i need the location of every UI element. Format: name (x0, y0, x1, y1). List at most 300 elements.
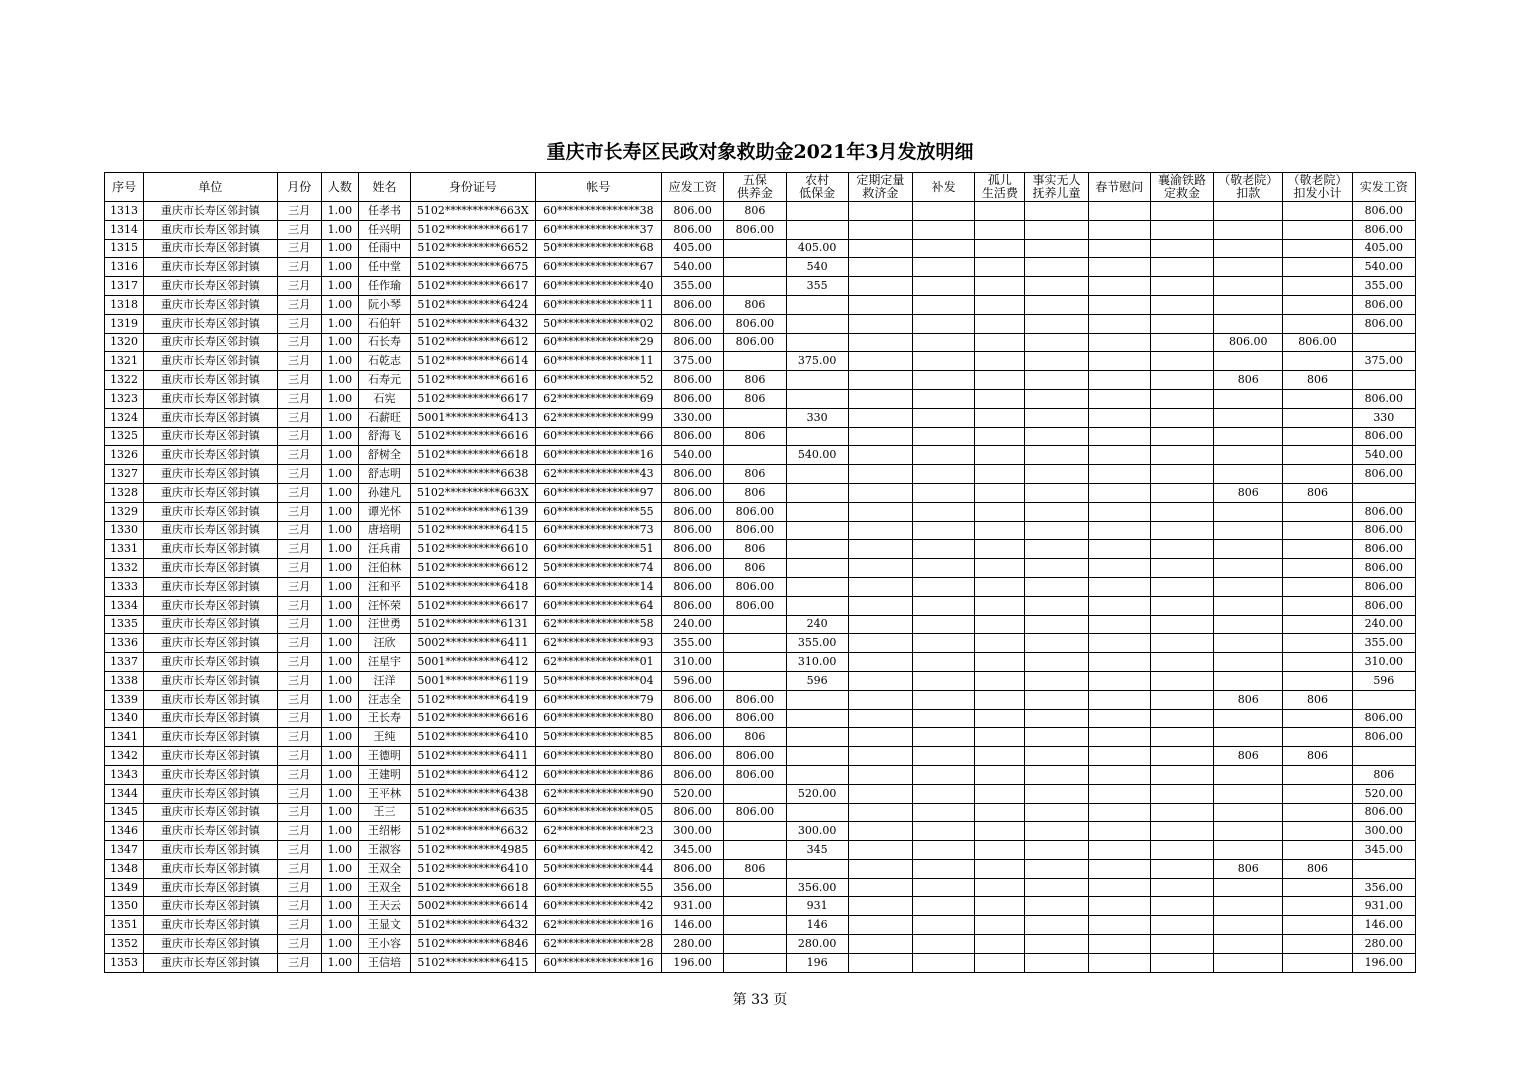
table-cell: 重庆市长寿区邻封镇 (144, 202, 278, 221)
table-cell (1150, 596, 1213, 615)
table-cell (913, 559, 975, 578)
table-cell (1283, 615, 1352, 634)
table-cell: 540.00 (1352, 446, 1415, 465)
table-cell (975, 916, 1025, 935)
table-cell: 任雨中 (358, 239, 410, 258)
table-cell: 806.00 (662, 502, 724, 521)
table-cell: 三月 (277, 483, 321, 502)
table-cell (1283, 878, 1352, 897)
table-cell: 806.00 (724, 314, 786, 333)
table-cell: 806 (1214, 859, 1283, 878)
table-cell (848, 540, 912, 559)
table-cell: 806.00 (662, 333, 724, 352)
table-cell: 王双全 (358, 878, 410, 897)
table-cell: 330 (1352, 408, 1415, 427)
table-cell (786, 295, 848, 314)
table-cell: 1.00 (321, 540, 358, 559)
table-cell (1025, 803, 1088, 822)
table-cell (975, 878, 1025, 897)
table-cell: 5102**********6614 (411, 352, 535, 371)
table-cell: 50***************68 (535, 239, 661, 258)
table-cell (1214, 953, 1283, 972)
table-cell (786, 333, 848, 352)
table-cell: 1351 (105, 916, 144, 935)
table-cell: 5102**********6617 (411, 220, 535, 239)
table-cell: 石乾志 (358, 352, 410, 371)
table-cell: 806 (724, 389, 786, 408)
table-cell (1088, 803, 1150, 822)
table-cell: 806.00 (662, 765, 724, 784)
table-cell (913, 239, 975, 258)
table-row (105, 427, 1416, 446)
table-cell: 806.00 (1352, 540, 1415, 559)
table-cell (848, 747, 912, 766)
table-cell: 5102**********6424 (411, 295, 535, 314)
table-cell (1025, 634, 1088, 653)
table-cell (1025, 408, 1088, 427)
table-cell (786, 803, 848, 822)
table-cell: 5102**********6432 (411, 314, 535, 333)
table-cell: 806.00 (662, 728, 724, 747)
table-cell: 356.00 (662, 878, 724, 897)
table-cell (913, 258, 975, 277)
table-cell: 1.00 (321, 784, 358, 803)
table-cell: 重庆市长寿区邻封镇 (144, 220, 278, 239)
table-cell: 三月 (277, 352, 321, 371)
table-cell (1025, 935, 1088, 954)
table-cell (724, 634, 786, 653)
table-cell (1088, 822, 1150, 841)
table-cell: 1320 (105, 333, 144, 352)
column-header: 五保 供养金 (724, 173, 786, 202)
table-cell: 三月 (277, 841, 321, 860)
table-row (105, 540, 1416, 559)
table-cell (786, 521, 848, 540)
table-cell: 三月 (277, 446, 321, 465)
table-cell: 5001**********6412 (411, 653, 535, 672)
table-cell (1025, 483, 1088, 502)
table-cell: 1318 (105, 295, 144, 314)
table-cell: 62***************99 (535, 408, 661, 427)
table-cell (724, 446, 786, 465)
table-cell (1150, 822, 1213, 841)
table-cell: 汪伯林 (358, 559, 410, 578)
table-cell: 60***************05 (535, 803, 661, 822)
table-cell (848, 559, 912, 578)
table-cell: 三月 (277, 371, 321, 390)
table-cell: 310.00 (662, 653, 724, 672)
table-cell: 三月 (277, 314, 321, 333)
table-cell (1150, 333, 1213, 352)
table-cell (848, 690, 912, 709)
table-cell (1088, 653, 1150, 672)
table-cell (1088, 446, 1150, 465)
table-cell (1025, 202, 1088, 221)
table-cell: 汪欣 (358, 634, 410, 653)
table-cell: 540.00 (662, 258, 724, 277)
table-cell: 重庆市长寿区邻封镇 (144, 483, 278, 502)
table-cell: 1339 (105, 690, 144, 709)
table-cell: 三月 (277, 239, 321, 258)
table-cell: 重庆市长寿区邻封镇 (144, 540, 278, 559)
table-cell (975, 765, 1025, 784)
table-cell: 806 (724, 465, 786, 484)
table-cell: 重庆市长寿区邻封镇 (144, 803, 278, 822)
table-cell: 5002**********6411 (411, 634, 535, 653)
table-cell: 1.00 (321, 277, 358, 296)
table-cell (913, 841, 975, 860)
table-cell: 5102**********6618 (411, 446, 535, 465)
table-cell: 重庆市长寿区邻封镇 (144, 878, 278, 897)
table-cell: 146.00 (1352, 916, 1415, 935)
table-cell: 345.00 (1352, 841, 1415, 860)
table-cell (1088, 220, 1150, 239)
table-cell: 280.00 (1352, 935, 1415, 954)
table-cell (1283, 897, 1352, 916)
table-cell: 1.00 (321, 521, 358, 540)
table-cell (1025, 747, 1088, 766)
table-cell: 540 (786, 258, 848, 277)
table-cell (1088, 389, 1150, 408)
table-cell (1150, 671, 1213, 690)
table-cell (1214, 709, 1283, 728)
table-cell (1214, 935, 1283, 954)
table-cell: 356.00 (1352, 878, 1415, 897)
table-cell (724, 671, 786, 690)
table-cell (913, 540, 975, 559)
table-cell (1352, 371, 1415, 390)
table-cell: 1.00 (321, 258, 358, 277)
table-cell (1214, 916, 1283, 935)
table-row (105, 935, 1416, 954)
table-cell (1088, 577, 1150, 596)
column-header: 孤儿 生活费 (975, 173, 1025, 202)
table-cell (975, 841, 1025, 860)
table-cell (1150, 258, 1213, 277)
table-cell (848, 615, 912, 634)
table-cell: 806.00 (662, 314, 724, 333)
table-cell: 三月 (277, 671, 321, 690)
table-cell: 1336 (105, 634, 144, 653)
table-cell: 三月 (277, 859, 321, 878)
table-cell: 三月 (277, 747, 321, 766)
table-cell: 重庆市长寿区邻封镇 (144, 634, 278, 653)
table-cell (1025, 953, 1088, 972)
table-row (105, 671, 1416, 690)
table-cell (1088, 878, 1150, 897)
column-header: 农村 低保金 (786, 173, 848, 202)
table-cell (1150, 408, 1213, 427)
table-cell: 806.00 (724, 803, 786, 822)
table-cell: 520.00 (786, 784, 848, 803)
table-cell: 石薪旺 (358, 408, 410, 427)
table-cell (1025, 389, 1088, 408)
table-cell (848, 709, 912, 728)
table-cell (975, 803, 1025, 822)
table-cell: 806 (724, 859, 786, 878)
table-cell: 356.00 (786, 878, 848, 897)
table-cell (1150, 314, 1213, 333)
table-cell (848, 878, 912, 897)
table-cell (1025, 371, 1088, 390)
table-cell: 5102**********6616 (411, 427, 535, 446)
table-cell (724, 916, 786, 935)
table-cell (1025, 841, 1088, 860)
table-cell (1214, 446, 1283, 465)
table-cell (1214, 765, 1283, 784)
table-cell (1283, 765, 1352, 784)
table-cell (848, 371, 912, 390)
table-cell (913, 465, 975, 484)
table-cell (1283, 634, 1352, 653)
table-cell: 806.00 (1352, 465, 1415, 484)
table-cell: 三月 (277, 690, 321, 709)
table-cell: 1349 (105, 878, 144, 897)
table-cell (848, 577, 912, 596)
table-cell (975, 258, 1025, 277)
table-cell: 重庆市长寿区邻封镇 (144, 295, 278, 314)
table-cell: 5102**********6410 (411, 859, 535, 878)
table-cell: 舒树全 (358, 446, 410, 465)
table-cell: 5102**********6610 (411, 540, 535, 559)
table-row (105, 333, 1416, 352)
table-cell: 王长寿 (358, 709, 410, 728)
table-cell (724, 239, 786, 258)
table-cell (975, 596, 1025, 615)
table-cell: 重庆市长寿区邻封镇 (144, 747, 278, 766)
table-cell (1088, 671, 1150, 690)
table-cell: 60***************97 (535, 483, 661, 502)
table-cell: 240.00 (662, 615, 724, 634)
table-cell (1025, 352, 1088, 371)
table-cell: 806 (1283, 483, 1352, 502)
table-cell (1088, 916, 1150, 935)
table-cell (913, 202, 975, 221)
table-cell: 806.00 (1352, 728, 1415, 747)
table-cell: 806.00 (1214, 333, 1283, 352)
table-row (105, 577, 1416, 596)
table-cell (1150, 784, 1213, 803)
table-cell: 596 (786, 671, 848, 690)
table-cell: 806.00 (662, 803, 724, 822)
table-cell (1283, 427, 1352, 446)
table-cell: 三月 (277, 408, 321, 427)
table-cell: 60***************64 (535, 596, 661, 615)
table-cell: 三月 (277, 953, 321, 972)
table-row (105, 765, 1416, 784)
table-cell (786, 577, 848, 596)
table-cell (913, 408, 975, 427)
table-cell: 1.00 (321, 465, 358, 484)
table-cell (1150, 690, 1213, 709)
table-cell (1025, 277, 1088, 296)
table-row (105, 747, 1416, 766)
table-cell (975, 465, 1025, 484)
table-cell (1150, 634, 1213, 653)
table-cell: 60***************14 (535, 577, 661, 596)
table-cell (1214, 559, 1283, 578)
table-cell (1025, 540, 1088, 559)
table-cell: 196 (786, 953, 848, 972)
table-cell (848, 784, 912, 803)
table-cell: 三月 (277, 465, 321, 484)
table-cell: 60***************52 (535, 371, 661, 390)
table-cell: 146 (786, 916, 848, 935)
table-cell (724, 653, 786, 672)
table-cell: 1345 (105, 803, 144, 822)
table-cell: 三月 (277, 502, 321, 521)
table-cell: 重庆市长寿区邻封镇 (144, 822, 278, 841)
table-cell (1214, 314, 1283, 333)
table-cell: 重庆市长寿区邻封镇 (144, 653, 278, 672)
table-cell: 重庆市长寿区邻封镇 (144, 314, 278, 333)
table-cell: 5102**********6616 (411, 371, 535, 390)
table-cell (1150, 220, 1213, 239)
table-cell (848, 596, 912, 615)
table-cell: 汪志全 (358, 690, 410, 709)
table-cell (975, 728, 1025, 747)
table-cell: 355.00 (662, 277, 724, 296)
table-cell: 1.00 (321, 408, 358, 427)
table-cell (1025, 295, 1088, 314)
table-cell (848, 427, 912, 446)
table-cell: 重庆市长寿区邻封镇 (144, 352, 278, 371)
table-cell: 1352 (105, 935, 144, 954)
table-cell: 1.00 (321, 859, 358, 878)
table-cell (1025, 333, 1088, 352)
table-cell: 806 (724, 427, 786, 446)
table-cell (913, 765, 975, 784)
table-cell: 三月 (277, 916, 321, 935)
table-cell: 三月 (277, 427, 321, 446)
table-cell: 重庆市长寿区邻封镇 (144, 916, 278, 935)
table-cell: 三月 (277, 634, 321, 653)
table-cell: 60***************55 (535, 502, 661, 521)
table-cell (1214, 634, 1283, 653)
table-row (105, 690, 1416, 709)
table-row (105, 295, 1416, 314)
table-cell (975, 483, 1025, 502)
table-cell (848, 277, 912, 296)
table-cell: 1347 (105, 841, 144, 860)
table-cell (913, 671, 975, 690)
table-cell (913, 897, 975, 916)
table-cell: 5102**********6652 (411, 239, 535, 258)
table-cell: 1340 (105, 709, 144, 728)
table-cell: 任孝书 (358, 202, 410, 221)
table-row (105, 916, 1416, 935)
table-cell: 三月 (277, 822, 321, 841)
table-cell: 60***************51 (535, 540, 661, 559)
table-cell: 1.00 (321, 371, 358, 390)
table-cell: 1.00 (321, 803, 358, 822)
page-number: 第 33 页 (732, 992, 788, 1008)
table-cell (913, 483, 975, 502)
table-cell (1025, 878, 1088, 897)
table-cell (1088, 747, 1150, 766)
table-cell (848, 765, 912, 784)
table-cell: 806.00 (662, 465, 724, 484)
table-cell (786, 709, 848, 728)
table-cell (848, 634, 912, 653)
table-cell (1150, 540, 1213, 559)
table-cell (1352, 483, 1415, 502)
table-cell: 806.00 (662, 202, 724, 221)
table-cell: 1.00 (321, 878, 358, 897)
table-cell (1025, 596, 1088, 615)
table-body (105, 202, 1416, 973)
column-header: 序号 (105, 173, 144, 202)
table-cell (913, 314, 975, 333)
table-cell: 806.00 (724, 690, 786, 709)
table-cell: 三月 (277, 765, 321, 784)
table-cell (1088, 465, 1150, 484)
table-cell (1025, 239, 1088, 258)
table-cell: 806.00 (662, 389, 724, 408)
table-cell (786, 314, 848, 333)
table-cell: 重庆市长寿区邻封镇 (144, 953, 278, 972)
table-cell: 806 (1214, 690, 1283, 709)
table-cell (1283, 446, 1352, 465)
table-cell (1150, 446, 1213, 465)
table-cell (1025, 916, 1088, 935)
table-cell (1088, 277, 1150, 296)
table-cell: 806.00 (662, 859, 724, 878)
table-cell: 1.00 (321, 765, 358, 784)
table-row (105, 859, 1416, 878)
table-cell: 王平林 (358, 784, 410, 803)
table-cell (913, 446, 975, 465)
table-cell (975, 747, 1025, 766)
column-header: 身份证号 (411, 173, 535, 202)
table-cell (1283, 841, 1352, 860)
table-row (105, 465, 1416, 484)
table-row (105, 220, 1416, 239)
table-cell (848, 220, 912, 239)
table-cell: 300.00 (1352, 822, 1415, 841)
table-cell: 重庆市长寿区邻封镇 (144, 577, 278, 596)
table-cell: 1.00 (321, 502, 358, 521)
table-cell: 60***************80 (535, 747, 661, 766)
table-cell: 三月 (277, 559, 321, 578)
table-cell: 50***************02 (535, 314, 661, 333)
table-cell (913, 728, 975, 747)
table-cell (1150, 765, 1213, 784)
table-cell (1088, 427, 1150, 446)
column-header: 应发工资 (662, 173, 724, 202)
table-cell: 931.00 (1352, 897, 1415, 916)
column-header: 单位 (144, 173, 278, 202)
table-cell: 806.00 (724, 502, 786, 521)
table-cell: 330 (786, 408, 848, 427)
table-row (105, 822, 1416, 841)
table-cell (1283, 502, 1352, 521)
table-cell (975, 671, 1025, 690)
table-cell (724, 953, 786, 972)
table-cell: 405.00 (1352, 239, 1415, 258)
table-cell (1283, 277, 1352, 296)
table-cell: 5102**********6432 (411, 916, 535, 935)
table-cell: 60***************40 (535, 277, 661, 296)
table-cell: 5102**********6617 (411, 389, 535, 408)
table-cell (1214, 577, 1283, 596)
table-cell (1088, 408, 1150, 427)
table-cell (1283, 559, 1352, 578)
table-cell (1088, 521, 1150, 540)
table-cell: 5102**********663X (411, 202, 535, 221)
table-cell: 王显文 (358, 916, 410, 935)
table-cell: 1.00 (321, 577, 358, 596)
